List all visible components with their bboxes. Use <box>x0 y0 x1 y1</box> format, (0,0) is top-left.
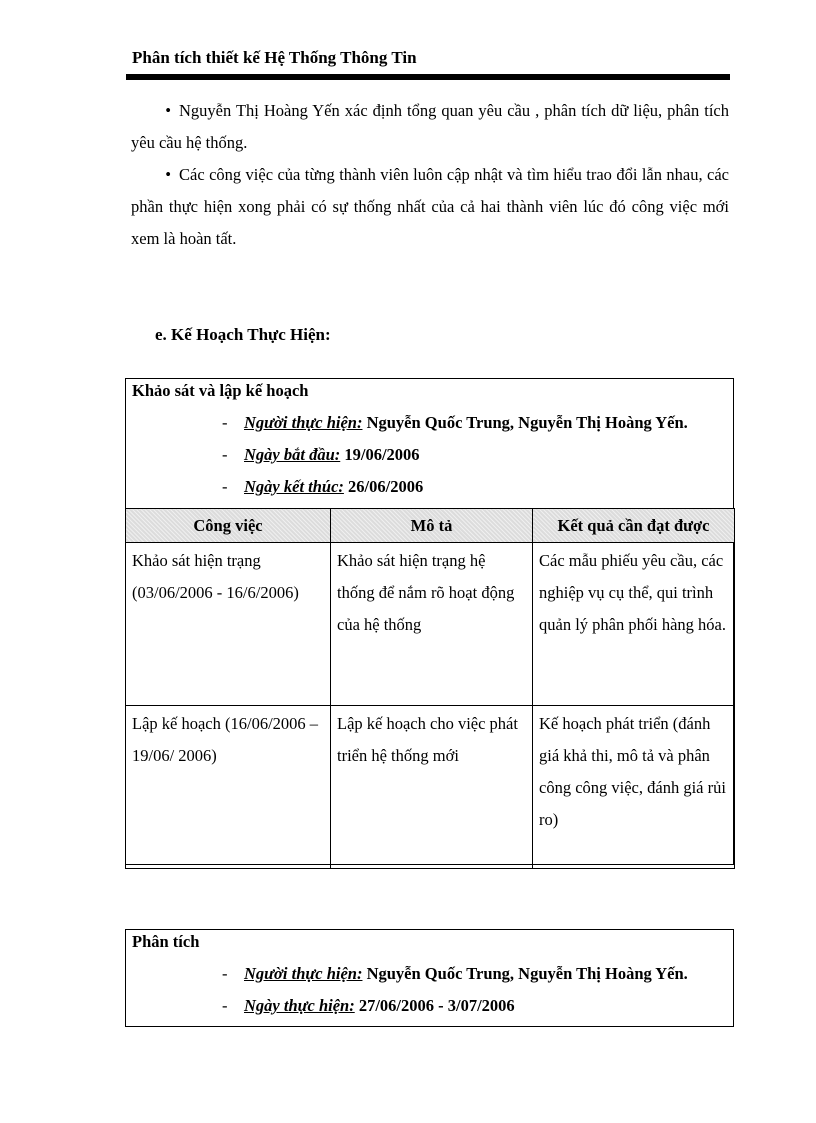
analysis-performer-line <box>222 964 688 984</box>
field-value: 19/06/2006 <box>340 445 420 464</box>
paragraph-text: Các công việc của từng thành viên luôn cập nhật và tìm hiểu trao đổi lẫn nhau, các phần thực hiện xong phải có sự thống nhất của cả hai thành viên lúc đó công việc mới xem là hoàn tất. <box>131 165 729 248</box>
header-rule <box>126 74 730 80</box>
field-label: Người thực hiện: <box>244 964 363 983</box>
section-heading: e. Kế Hoạch Thực Hiện: <box>155 325 331 344</box>
table-cell: Các mẫu phiếu yêu cầu, các nghiệp vụ cụ thể, qui trình quản lý phân phối hàng hóa. <box>533 543 735 706</box>
dash: - <box>222 413 228 432</box>
field-label: Ngày thực hiện: <box>244 996 355 1015</box>
bullet-icon: • <box>165 101 171 120</box>
paragraph-text: Nguyễn Thị Hoàng Yến xác định tổng quan yêu cầu , phân tích dữ liệu, phân tích yêu cầu hệ thống. <box>131 101 729 152</box>
analysis-box-title: Phân tích <box>132 932 200 951</box>
field-label: Ngày kết thúc: <box>244 477 344 496</box>
analysis-date-line <box>222 996 515 1016</box>
plan-table <box>125 508 735 869</box>
table-header-row <box>126 509 735 543</box>
column-header-result: Kết quả cần đạt được <box>533 509 735 543</box>
column-header-description: Mô tả <box>331 509 533 543</box>
dash: - <box>222 445 228 464</box>
field-value: 26/06/2006 <box>343 477 424 496</box>
table-cell: Lập kế hoạch cho việc phát triển hệ thống mới <box>331 706 533 869</box>
plan-performer-line <box>222 413 688 433</box>
plan-start-line <box>222 445 420 465</box>
dash: - <box>222 964 228 983</box>
table-row <box>126 543 735 706</box>
page-header-title: Phân tích thiết kế Hệ Thống Thông Tin <box>132 48 417 67</box>
field-label: Ngày bắt đầu: <box>244 445 341 464</box>
analysis-box <box>125 929 734 1027</box>
dash: - <box>222 477 228 496</box>
column-header-task: Công việc <box>126 509 331 543</box>
table-row <box>126 706 735 869</box>
field-value: Nguyễn Quốc Trung, Nguyễn Thị Hoàng Yến. <box>362 964 688 983</box>
bullet-icon: • <box>165 165 171 184</box>
table-cell: Kế hoạch phát triển (đánh giá khả thi, mô tả và phân công công việc, đánh giá rủi ro) <box>533 706 735 869</box>
field-value: 27/06/2006 - 3/07/2006 <box>354 996 515 1015</box>
bullet-paragraph-1 <box>131 95 729 159</box>
table-cell: Lập kế hoạch (16/06/2006 – 19/06/ 2006) <box>126 706 331 869</box>
bullet-paragraph-2 <box>131 159 729 255</box>
table-cell: Khảo sát hiện trạng (03/06/2006 - 16/6/2006) <box>126 543 331 706</box>
plan-end-line <box>222 477 423 497</box>
field-value: Nguyễn Quốc Trung, Nguyễn Thị Hoàng Yến. <box>362 413 688 432</box>
plan-box-title: Khảo sát và lập kế hoạch <box>132 381 309 400</box>
dash: - <box>222 996 228 1015</box>
field-label: Người thực hiện: <box>244 413 363 432</box>
plan-box <box>125 378 734 865</box>
table-cell: Khảo sát hiện trạng hệ thống để nắm rõ hoạt động của hệ thống <box>331 543 533 706</box>
